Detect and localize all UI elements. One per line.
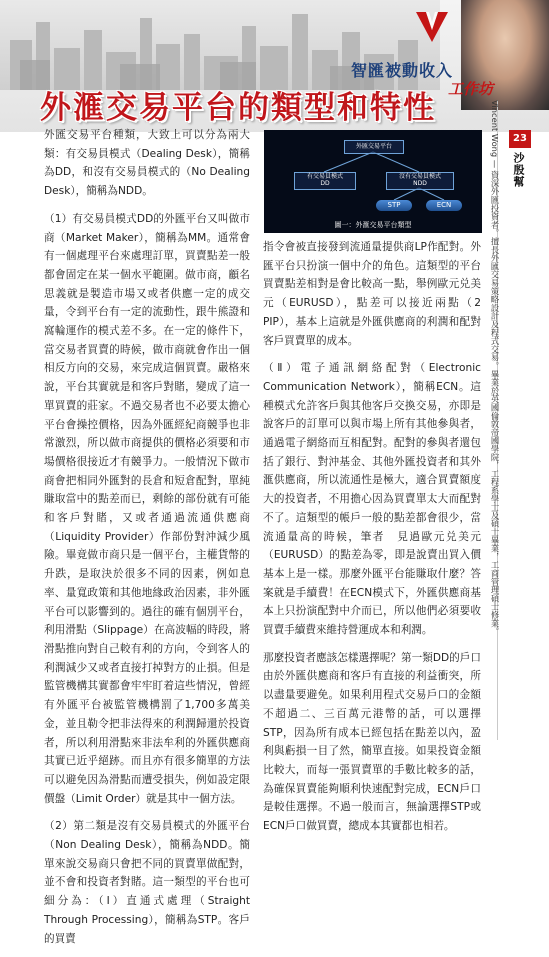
author-name: 沙殷幫 [512, 152, 525, 188]
column-subtitle: 工作坊 [447, 80, 493, 98]
platform-type-diagram [264, 130, 482, 233]
diagram-node-ndd: 沒有交易員模式 NDD [386, 172, 454, 190]
diagram-node-stp: STP [376, 200, 412, 211]
article-column-left [44, 126, 250, 957]
diagram-node-dd: 有交易員模式 DD [294, 172, 356, 190]
diagram-node-ecn: ECN [426, 200, 462, 211]
page-number: 23 [509, 130, 531, 148]
paragraph: 外匯交易平台種類，大致上可以分為兩大類：有交易員模式（Dealing Desk），簡稱為DD，和沒有交易員模式的（No Dealing Desk），簡稱為NDD。 [44, 129, 250, 198]
column-name: 智匯被動收入 [350, 61, 453, 80]
author-bio: Vincent Wong — 資深外匯投資者。擅長外匯交易策略設計及程式交易。畢業於英國倫敦帝國學院，工程系學士及碩士畢業，工商管理碩士修業。 [490, 100, 500, 636]
paragraph: （Ⅱ）電子通訊網絡配對（Electronic Communication Network），簡稱ECN。這種模式允許客戶與其他客戶交換交易，亦即是說客戶的訂單可以與市場上所有其他參與者，通過電子網絡而互相配對。配對的參與者還包括了銀行、對沖基金、其他外匯投資者和其外滙供應商，所以流通性是極大，適合買賣額度大的投資者，不用擔心因為買賣單太大而配對不了。這類型的帳戶一般的點差都會很少，當流通量高的時候，筆者 見過歐元兑美元（EURUSD）的點差為零，即是說賣出買入價基本上是一樣。那麼外匯平台能賺取什麼？答案就是手續費！在ECN模式下，外匯供應商基本上只扮演配對中介而已，所以他們必須要收買賣手續費來維持營運成本和利潤。 [263, 362, 481, 637]
v-logo-icon [414, 10, 450, 44]
paragraph: （2）第二類是沒有交易員模式的外匯平台（Non Dealing Desk），簡稱為NDD。簡單來說交易商只會把不同的買賣單做配對，並不會和投資者對賭。這一類型的平台也可細分為：（Ⅰ）直通式處理（Straight Through Processing），簡稱為STP。客戶的買賣 [44, 820, 250, 945]
figure-caption: 圖一：外滙交易平台類型 [334, 221, 412, 229]
diagram-node-root: 外匯交易平台 [344, 140, 404, 154]
article-column-right [263, 238, 481, 845]
paragraph: 指令會被直接發到流通量提供商LP作配對。外匯平台只扮演一個中介的角色。這類型的平台買賣點差相對是會比較高一點，舉例歐元兑美元（EURUSD），點差可以接近兩點（2 PIP），基本上這就是外匯供應商的利潤和配對客戶買賣單的成本。 [263, 241, 481, 347]
paragraph: 那麼投資者應該怎樣選擇呢？第一類DD的戶口由於外匯供應商和客戶有直接的利益衝突，所以盡量要避免。如果利用程式交易戶口的金額不超過二、三百萬元港幣的話，可以選擇STP，因為所有成本已經包括在點差以內，盈利與虧損一目了然，簡單直接。如果投資金額比較大，而每一張買賣單的手數比較多的話，為確保買賣能夠順利快速配對完成，ECN戶口是較佳選擇。不過一般而言，無論選擇STP或ECN戶口做買賣，總成本其實都也相若。 [263, 651, 481, 833]
paragraph: （1）有交易員模式DD的外匯平台又叫做市商（Market Maker），簡稱為MM。通常會有一個處理平台來處理訂單，買賣點差一般都會固定在某一個水平範圍。做市商，顧名思義就是製造市場又或者供應一定的成交量，令到平台有一定的流動性，跟牛熊證和窩輪運作的模式差不多。在一定的條件下，當交易者買賣的時候，做市商就會作出一個相反方向的交易，來完成這個買賣。嚴格來說，平台其實就是和客戶對賭，變成了這一單買賣的莊家。不過交易者也不必要太擔心平台會操控價格，因為外匯經紀商競爭也非常激烈，所以做市商提供的價格必須要和市場價格很接近才有競爭力。一般情況下做市商會把相同外匯對的長倉和短倉配對，單純賺取當中的點差而已，剩餘的部份就有可能和客戶對賭，又或者通過流通供應商（Liquidity Provider）作部份對沖減少風險。畢竟做市商只是一個平台，主權貨幣的升跌，是取決於很多不同的因素，例如息率、量寬政策和其他地緣政治因素，非外匯平台可以影響到的。過往的確有個別平台，利用滑點（Slippage）在高波幅的時段，將滑點推向對自己較有利的方向，令到客人的利潤減少又或者直接打掉對方的止損。但是監管機構其實都會牢牢盯着這些情況，曾經有外匯平台被監管機構罰了1,700多萬美金，並且勒令把非法得來的利潤歸還於投資者，所以利用滑點來非法牟利的外匯供應商其實已近乎絕跡。而且亦有很多簡單的方法可以避免因為滑點而遭受損失，例如設定限價盤（Limit Order）就是其中一個方法。 [44, 212, 250, 805]
article-headline: 外滙交易平台的類型和特性 [40, 90, 436, 126]
